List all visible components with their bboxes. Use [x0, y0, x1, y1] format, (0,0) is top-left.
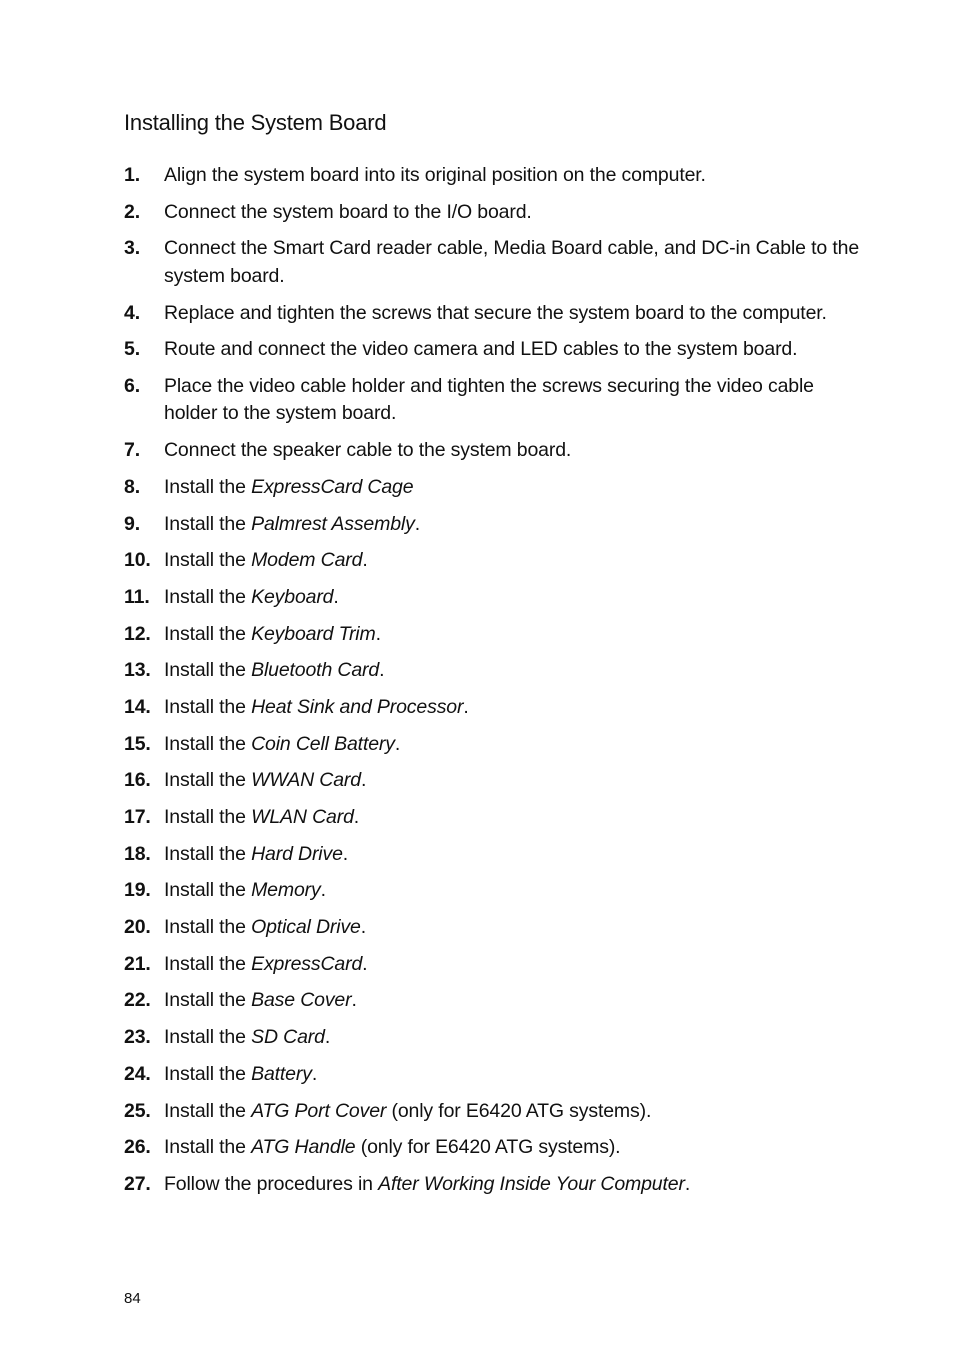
page-number: 84: [124, 1290, 141, 1307]
step-number: 2.: [124, 200, 140, 223]
step-text-suffix: .: [375, 622, 381, 645]
step-number: 26.: [124, 1136, 151, 1159]
step-text-plain: Install the: [164, 732, 252, 755]
step-number: 20.: [124, 916, 151, 939]
list-item: [124, 474, 864, 502]
step-text-plain: Install the: [164, 1136, 252, 1159]
step-number: 5.: [124, 338, 140, 361]
list-item: [124, 657, 864, 685]
step-text-plain: Place the video cable holder and tighten the screws securing the video cable holder to the system board.: [164, 374, 814, 425]
step-text: [164, 657, 864, 685]
step-text-plain: Follow the procedures in: [164, 1172, 379, 1195]
list-item: [124, 373, 864, 428]
list-item: [124, 1024, 864, 1052]
list-item: [124, 694, 864, 722]
step-text: [164, 951, 864, 979]
step-text: [164, 547, 864, 575]
step-text-plain: Install the: [164, 769, 252, 792]
step-text-emphasis: Coin Cell Battery: [251, 732, 395, 755]
steps-list: [124, 162, 864, 1208]
list-item: [124, 511, 864, 539]
step-text-plain: Install the: [164, 1026, 252, 1049]
list-item: [124, 235, 864, 290]
list-item: [124, 1061, 864, 1089]
step-number: 25.: [124, 1099, 151, 1122]
step-text: [164, 1171, 864, 1199]
list-item: [124, 162, 864, 190]
step-text: [164, 162, 864, 190]
list-item: [124, 1098, 864, 1126]
step-text: [164, 373, 864, 428]
step-text-emphasis: Keyboard: [251, 585, 334, 608]
step-text-suffix: .: [684, 1172, 691, 1195]
step-text-suffix: .: [333, 585, 339, 608]
step-text-plain: Install the: [164, 1099, 252, 1122]
list-item: [124, 877, 864, 905]
step-text-plain: Install the: [164, 475, 252, 498]
step-text-emphasis: After Working Inside Your Computer: [378, 1172, 685, 1195]
step-text-suffix: .: [379, 659, 385, 682]
list-item: [124, 914, 864, 942]
step-number: 4.: [124, 301, 140, 324]
step-text-plain: Install the: [164, 879, 252, 902]
step-text-suffix: .: [311, 1062, 318, 1085]
list-item: [124, 437, 864, 465]
step-text-emphasis: ATG Handle: [251, 1136, 356, 1159]
list-item: [124, 767, 864, 795]
step-number: 22.: [124, 989, 151, 1012]
step-text-emphasis: Keyboard Trim: [251, 622, 376, 645]
step-text: [164, 987, 864, 1015]
step-number: 10.: [124, 549, 151, 572]
step-number: 11.: [124, 585, 150, 608]
list-item: [124, 621, 864, 649]
list-item: [124, 1171, 864, 1199]
step-text: [164, 621, 864, 649]
step-number: 14.: [124, 695, 151, 718]
step-text-suffix: (only for E6420 ATG systems).: [386, 1099, 652, 1122]
step-text-suffix: .: [414, 512, 420, 535]
step-text: [164, 235, 864, 290]
step-text: [164, 1134, 864, 1162]
step-text-plain: Install the: [164, 659, 252, 682]
step-text-suffix: .: [362, 549, 368, 572]
step-text: [164, 584, 864, 612]
step-text-plain: Install the: [164, 512, 252, 535]
step-number: 18.: [124, 842, 151, 865]
list-item: [124, 987, 864, 1015]
step-text-emphasis: Optical Drive: [251, 916, 361, 939]
list-item: [124, 1134, 864, 1162]
step-text-plain: Route and connect the video camera and LED cables to the system board.: [164, 338, 798, 361]
step-number: 1.: [124, 164, 140, 186]
step-text-suffix: .: [324, 1026, 331, 1049]
step-text-suffix: .: [463, 695, 469, 718]
step-text: [164, 474, 864, 502]
step-text: [164, 1061, 864, 1089]
step-number: 23.: [124, 1026, 151, 1049]
step-number: 16.: [124, 769, 151, 792]
step-text-suffix: .: [360, 916, 367, 939]
step-text-plain: Align the system board into its original position on the computer.: [164, 164, 706, 186]
step-text: [164, 1098, 864, 1126]
step-text-suffix: .: [320, 879, 326, 902]
step-text-emphasis: Modem Card: [251, 549, 363, 572]
step-text-emphasis: Heat Sink and Processor: [251, 695, 464, 718]
step-text: [164, 731, 864, 759]
step-text: [164, 804, 864, 832]
step-text: [164, 877, 864, 905]
step-text-emphasis: Battery: [251, 1062, 312, 1085]
step-text-plain: Connect the Smart Card reader cable, Media Board cable, and DC-in Cable to the system board.: [164, 237, 860, 287]
step-text: [164, 841, 864, 869]
step-text: [164, 694, 864, 722]
step-text-emphasis: Base Cover: [251, 989, 352, 1012]
step-text-emphasis: Hard Drive: [251, 842, 343, 865]
step-number: 15.: [124, 732, 151, 755]
list-item: [124, 199, 864, 227]
step-number: 17.: [124, 806, 151, 828]
step-text-plain: Connect the speaker cable to the system board.: [164, 439, 572, 462]
step-text-suffix: (only for E6420 ATG systems).: [355, 1136, 621, 1159]
list-item: [124, 584, 864, 612]
step-number: 24.: [124, 1062, 151, 1085]
step-text: [164, 300, 864, 328]
list-item: [124, 300, 864, 328]
list-item: [124, 731, 864, 759]
step-text-plain: Install the: [164, 989, 252, 1012]
step-text-suffix: .: [394, 732, 401, 755]
step-text: [164, 199, 864, 227]
step-text: [164, 1024, 864, 1052]
step-text-suffix: .: [362, 952, 368, 975]
step-text-suffix: .: [342, 842, 349, 865]
step-text-plain: Install the: [164, 842, 252, 865]
step-number: 21.: [124, 952, 151, 975]
step-text-emphasis: WLAN Card: [251, 806, 354, 828]
step-text: [164, 914, 864, 942]
step-text-plain: Install the: [164, 1062, 252, 1085]
step-text-plain: Install the: [164, 952, 252, 975]
step-number: 19.: [124, 879, 151, 902]
step-text-plain: Install the: [164, 695, 252, 718]
step-text-plain: Install the: [164, 549, 252, 572]
step-text-plain: Replace and tighten the screws that secure the system board to the computer.: [164, 301, 827, 324]
step-text-emphasis: Memory: [251, 879, 321, 902]
step-number: 7.: [124, 439, 140, 462]
step-text: [164, 437, 864, 465]
step-number: 27.: [124, 1172, 151, 1195]
step-text: [164, 336, 864, 364]
page-title: Installing the System Board: [124, 110, 387, 135]
step-number: 12.: [124, 622, 151, 645]
step-text-emphasis: WWAN Card: [251, 769, 361, 792]
step-text-suffix: .: [351, 989, 357, 1012]
step-text: [164, 511, 864, 539]
step-text-plain: Install the: [164, 585, 252, 608]
step-number: 9.: [124, 512, 140, 535]
step-text-plain: Install the: [164, 622, 252, 645]
step-text-emphasis: ATG Port Cover: [251, 1099, 387, 1122]
list-item: [124, 841, 864, 869]
step-number: 3.: [124, 237, 140, 260]
list-item: [124, 951, 864, 979]
step-number: 13.: [124, 659, 151, 682]
step-text-emphasis: ExpressCard: [251, 952, 363, 975]
step-text-suffix: .: [353, 806, 360, 828]
step-text-plain: Install the: [164, 806, 252, 828]
step-text-emphasis: Palmrest Assembly: [251, 512, 415, 535]
step-text-plain: Connect the system board to the I/O board.: [164, 200, 532, 223]
step-text-emphasis: SD Card: [251, 1026, 325, 1049]
list-item: [124, 336, 864, 364]
step-text-emphasis: ExpressCard Cage: [251, 475, 414, 498]
step-text-emphasis: Bluetooth Card: [251, 659, 380, 682]
list-item: [124, 804, 864, 832]
step-number: 6.: [124, 374, 140, 397]
step-text: [164, 767, 864, 795]
step-number: 8.: [124, 475, 140, 498]
step-text-suffix: .: [360, 769, 367, 792]
step-text-plain: Install the: [164, 916, 252, 939]
list-item: [124, 547, 864, 575]
